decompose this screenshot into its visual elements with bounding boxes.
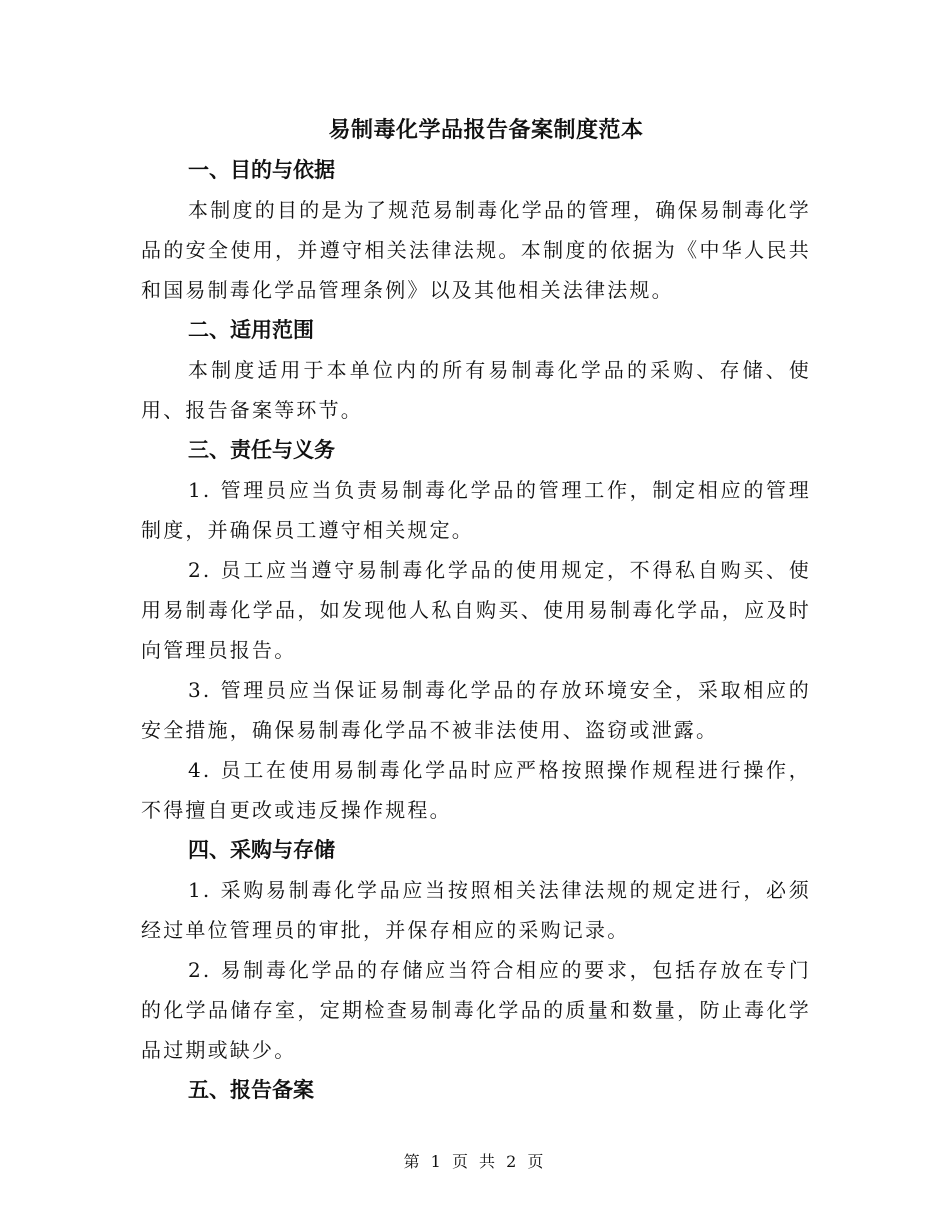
paragraph: 1. 管理员应当负责易制毒化学品的管理工作，制定相应的管理制度，并确保员工遵守相关规定。 — [141, 478, 811, 542]
section-heading-responsibilities: 三、责任与义务 — [188, 437, 335, 462]
page-number-footer: 第 1 页 共 2 页 — [403, 1152, 547, 1171]
document-title: 易制毒化学品报告备案制度范本 — [328, 117, 644, 143]
section-heading-scope: 二、适用范围 — [188, 317, 314, 342]
paragraph: 2. 易制毒化学品的存储应当符合相应的要求，包括存放在专门的化学品储存室，定期检查易制毒化学品的质量和数量，防止毒化学品过期或缺少。 — [141, 958, 811, 1062]
paragraph: 本制度的目的是为了规范易制毒化学品的管理，确保易制毒化学品的安全使用，并遵守相关法律法规。本制度的依据为《中华人民共和国易制毒化学品管理条例》以及其他相关法律法规。 — [141, 198, 811, 302]
paragraph: 2. 员工应当遵守易制毒化学品的使用规定，不得私自购买、使用易制毒化学品，如发现他人私自购买、使用易制毒化学品，应及时向管理员报告。 — [141, 558, 811, 662]
paragraph: 1. 采购易制毒化学品应当按照相关法律法规的规定进行，必须经过单位管理员的审批，并保存相应的采购记录。 — [141, 878, 811, 942]
section-heading-reporting: 五、报告备案 — [188, 1077, 314, 1102]
paragraph: 本制度适用于本单位内的所有易制毒化学品的采购、存储、使用、报告备案等环节。 — [141, 358, 811, 422]
document-body — [141, 110, 811, 1110]
paragraph: 4. 员工在使用易制毒化学品时应严格按照操作规程进行操作，不得擅自更改或违反操作规程。 — [141, 758, 811, 822]
section-heading-purpose: 一、目的与依据 — [188, 157, 335, 182]
paragraph: 3. 管理员应当保证易制毒化学品的存放环境安全，采取相应的安全措施，确保易制毒化学品不被非法使用、盗窃或泄露。 — [141, 678, 811, 742]
section-heading-procurement: 四、采购与存储 — [188, 837, 335, 862]
